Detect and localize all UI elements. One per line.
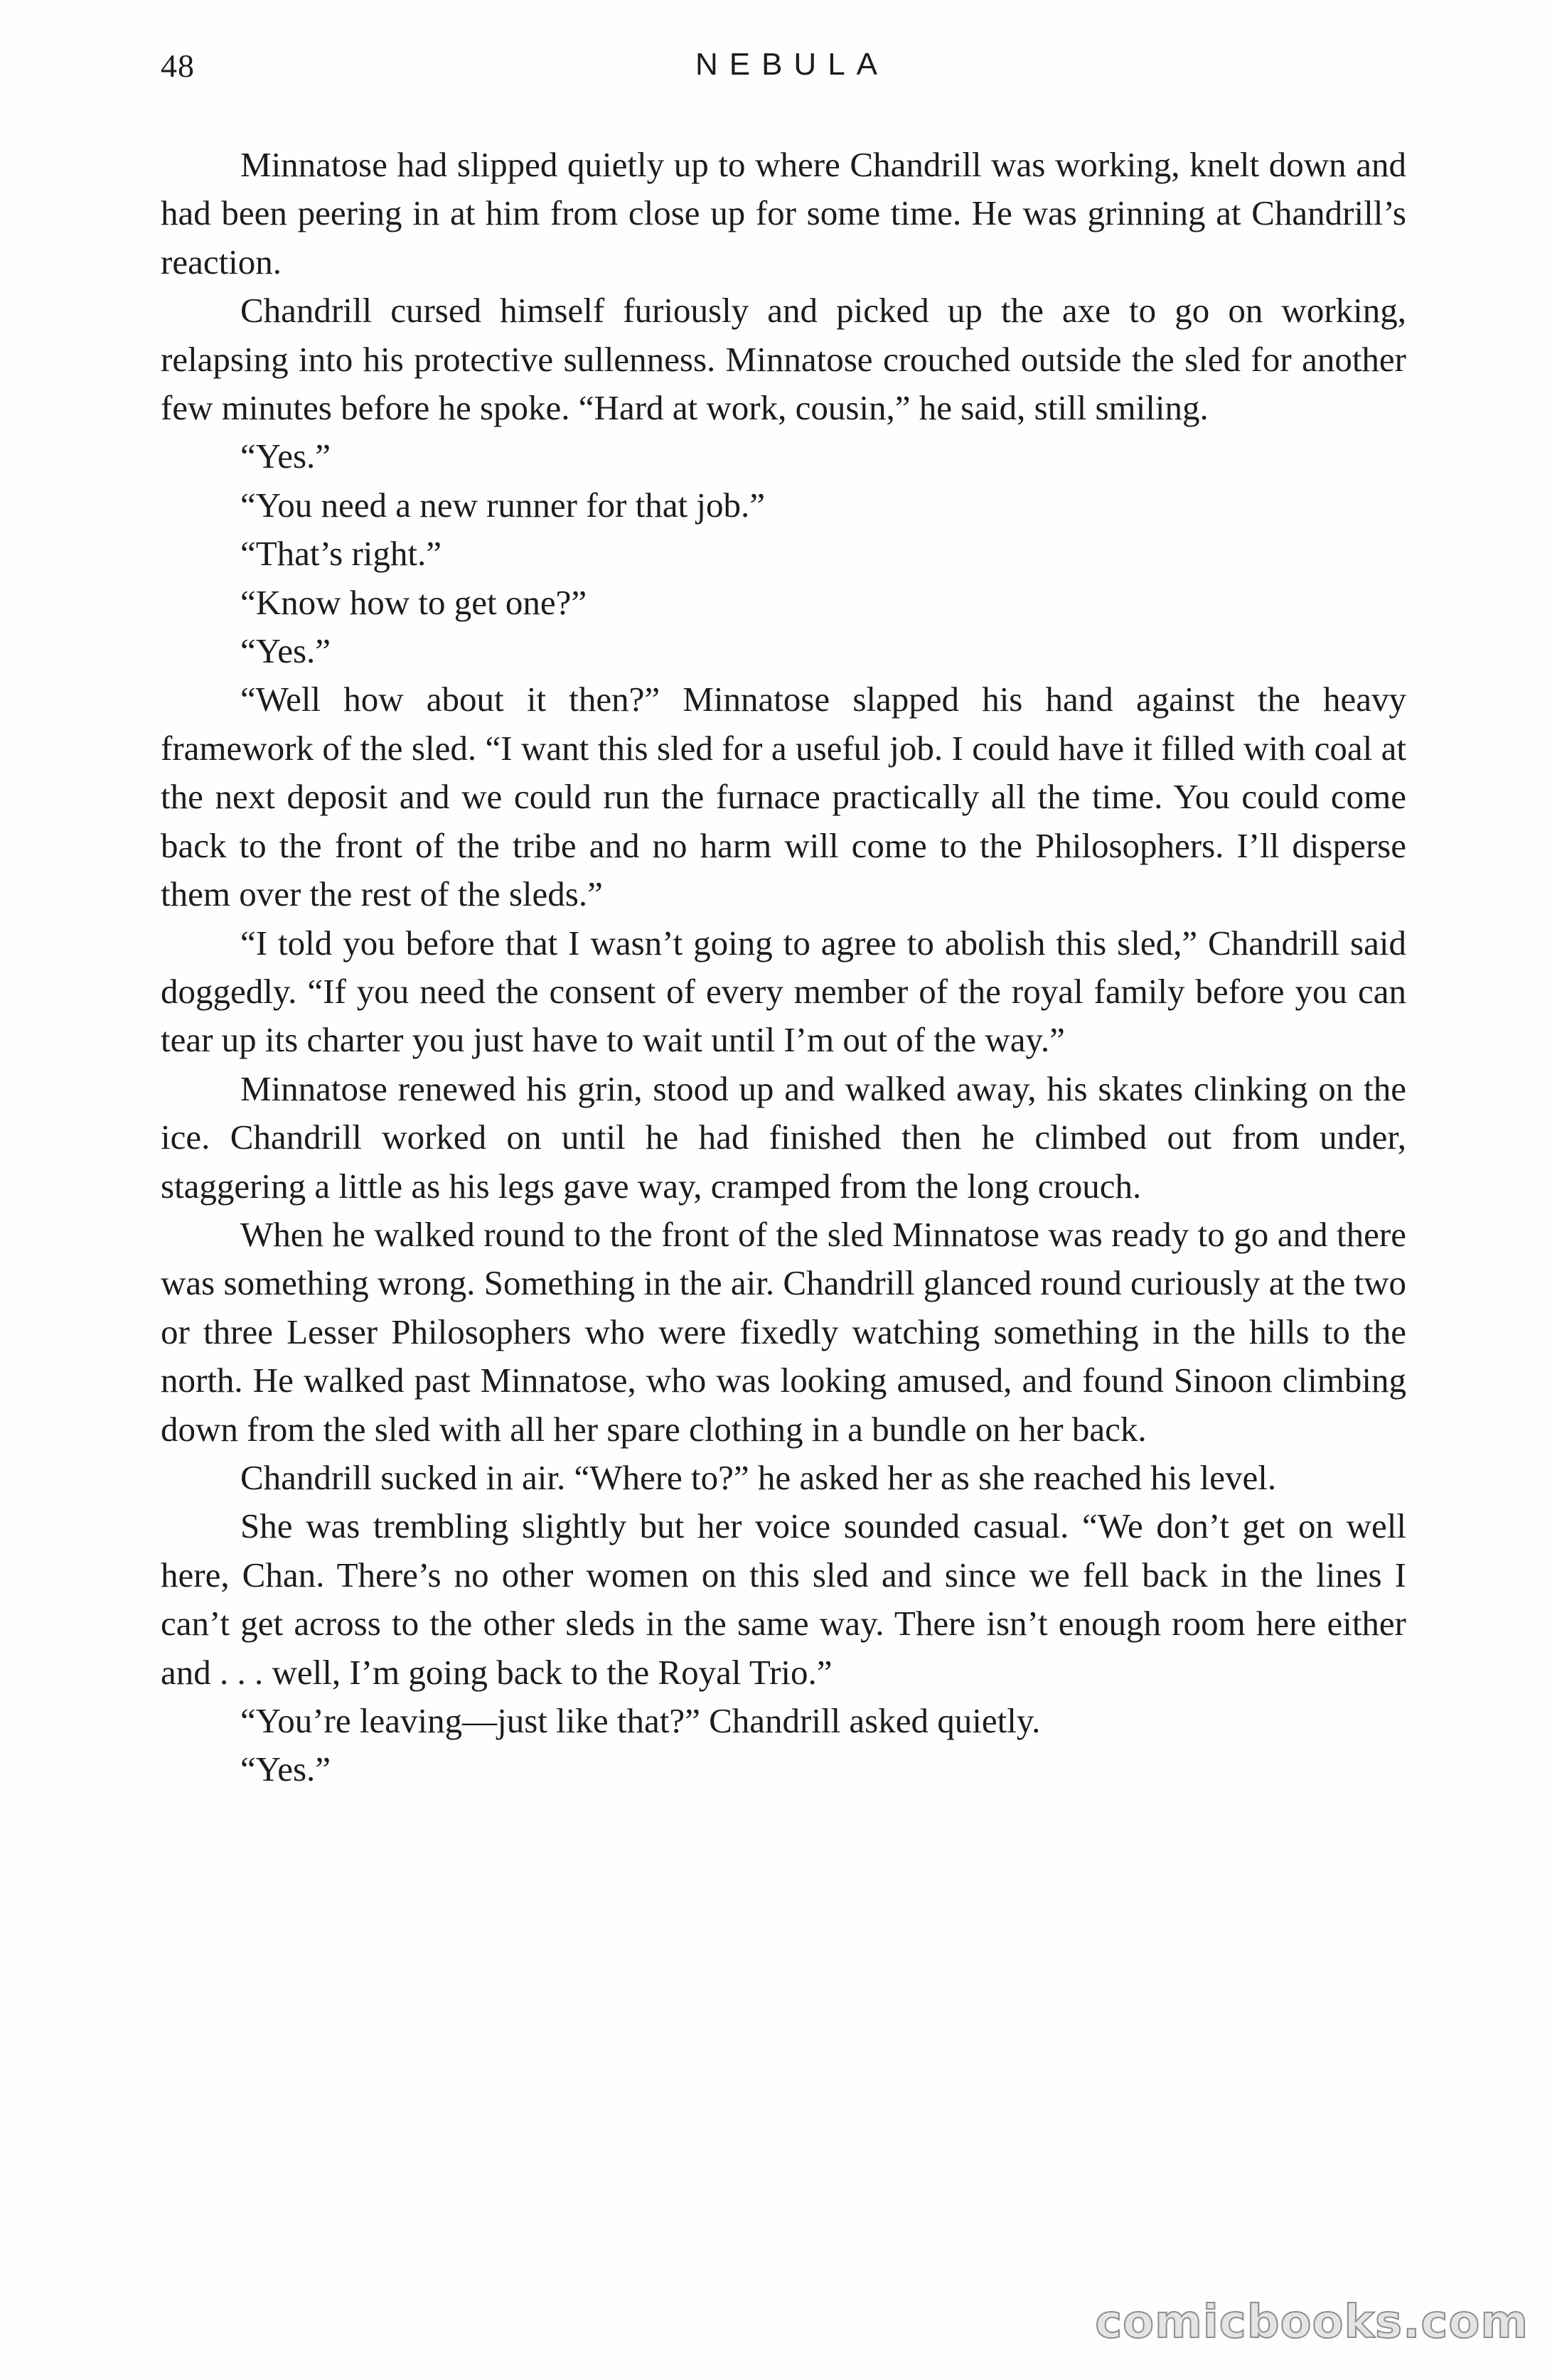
- paragraph: “You’re leaving—just like that?” Chandrill asked quietly.: [240, 1701, 1041, 1740]
- watermark: comicbooks.com: [1095, 2296, 1529, 2349]
- paragraph: “You need a new runner for that job.”: [240, 485, 765, 525]
- paragraph: “Yes.”: [240, 631, 331, 671]
- paragraph: When he walked round to the front of the sled Minnatose was ready to go and there was something wrong. Something in the air. Chandrill glanced round curiously at the two or three Lesser Philosophers who were fixedly watching something in the hills to the north. He walked past Minnatose, who was looking amused, and found Sinoon climbing down from the sled with all her spare clothing in a bundle on her back.: [161, 1214, 1406, 1449]
- paragraph: “Well how about it then?” Minnatose slapped his hand against the heavy framework of the sled. “I want this sled for a useful job. I could have it filled with coal at the next deposit and we could run the furnace practically all the time. You could come back to the front of the tribe and no harm will come to the Philosophers. I’ll disperse them over the rest of the sleds.”: [161, 680, 1406, 914]
- page-number: 48: [161, 48, 195, 84]
- paragraph: “That’s right.”: [240, 534, 442, 574]
- paragraph: Minnatose had slipped quietly up to where Chandrill was working, knelt down and had been peering in at him from close up for some time. He was grinning at Chandrill’s reaction.: [161, 145, 1406, 282]
- paragraph: She was trembling slightly but her voice sounded casual. “We don’t get on well here, Chan. There’s no other women on this sled and since we fell back in the lines I can’t get across to the other sleds in the same way. There isn’t enough room here either and . . . well, I’m going back to the Royal Trio.”: [161, 1506, 1406, 1692]
- paragraph: “Know how to get one?”: [240, 582, 587, 622]
- body-text: [161, 141, 1406, 1794]
- paragraph: “I told you before that I wasn’t going to agree to abolish this sled,” Chandrill said doggedly. “If you need the consent of every member of the royal family before you can tear up its charter you just have to wait until I’m out of the way.”: [161, 923, 1406, 1060]
- paragraph: “Yes.”: [240, 1749, 331, 1789]
- paragraph: Chandrill cursed himself furiously and picked up the axe to go on working, relapsing into his protective sullenness. Minnatose crouched outside the sled for another few minutes before he spoke. “Hard at work, cousin,” he said, still smiling.: [161, 291, 1406, 428]
- paragraph: Chandrill sucked in air. “Where to?” he asked her as she reached his level.: [240, 1457, 1277, 1497]
- paragraph: “Yes.”: [240, 436, 331, 476]
- paragraph: Minnatose renewed his grin, stood up and walked away, his skates clinking on the ice. Chandrill worked on until he had finished then he climbed out from under, staggering a little as his legs gave way, cramped from the long crouch.: [161, 1068, 1406, 1206]
- page-header: [161, 47, 1412, 97]
- running-title: NEBULA: [695, 47, 889, 82]
